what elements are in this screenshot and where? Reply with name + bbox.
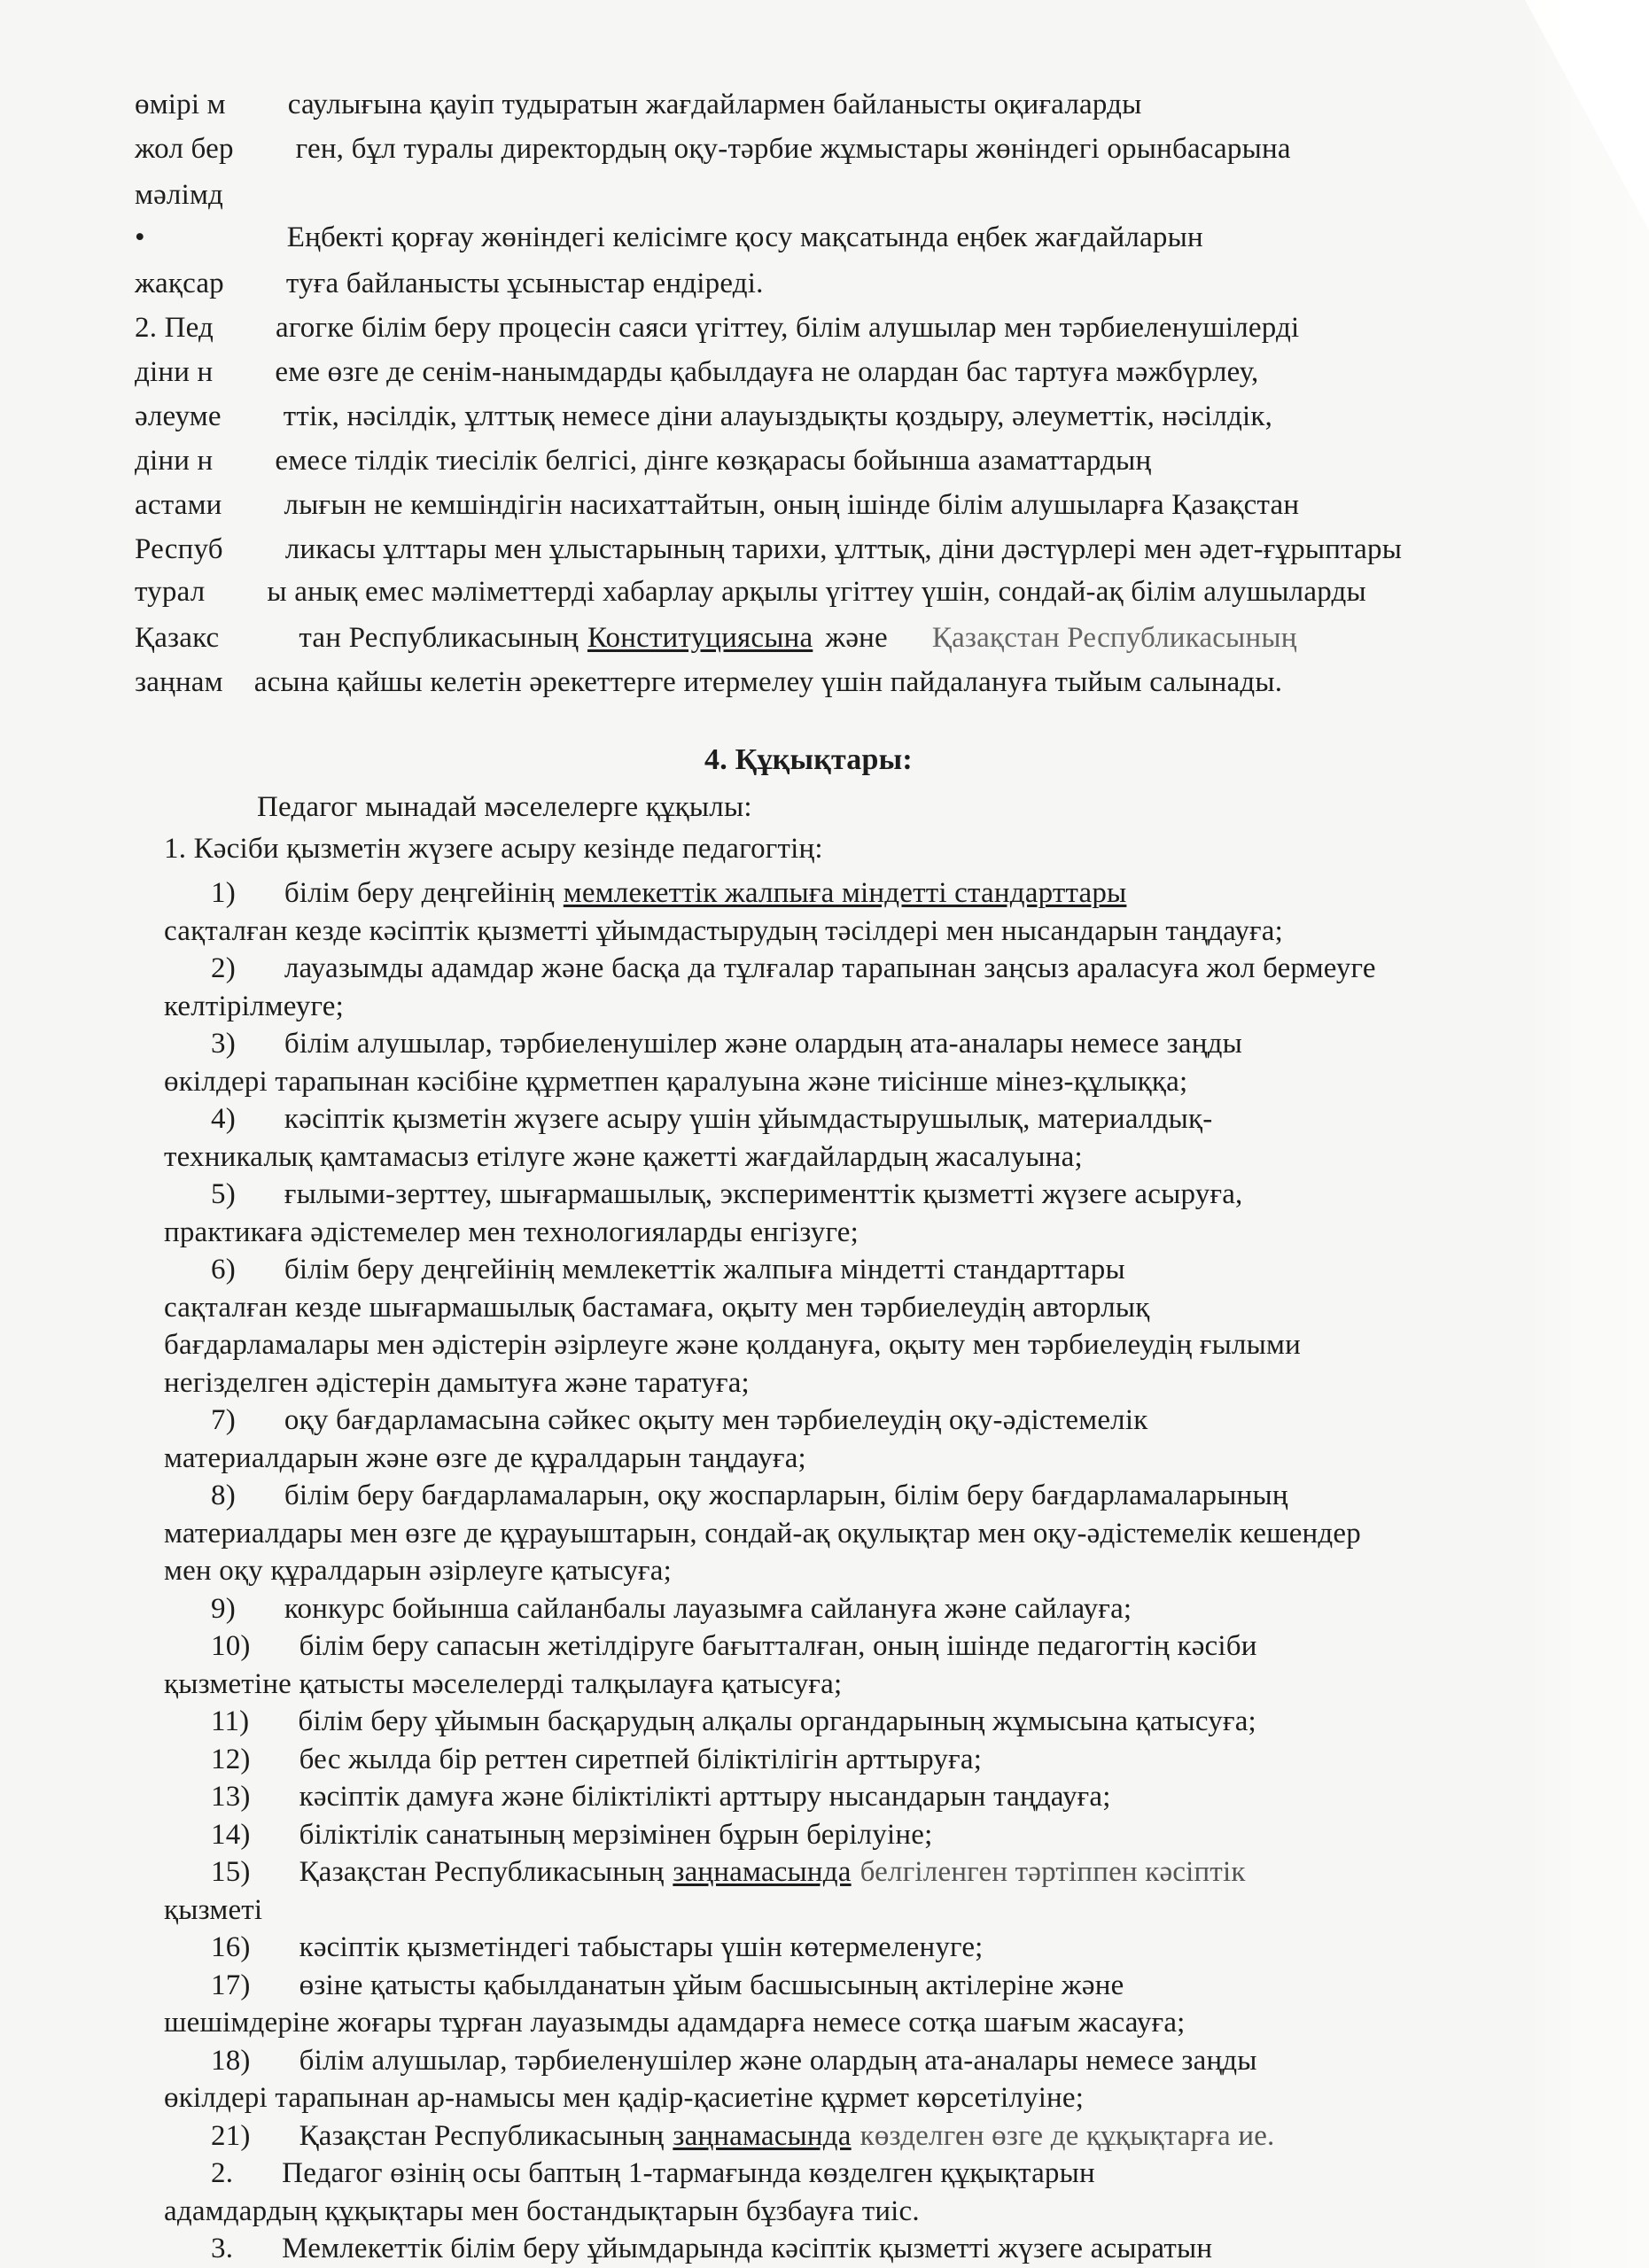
list-item [211,1931,984,1963]
text-line [135,489,1299,521]
list-item [211,1744,982,1775]
list-item [164,1668,842,1700]
item-number: 10) [211,1630,251,1662]
item-number: 21) [211,2119,251,2152]
item-text: материалдарын және өзге де құралдарын таңдауға; [164,1441,806,1474]
line-text: туға байланысты ұсыныстар ендіреді. [285,268,764,299]
item-text: өкілдері тарапынан ар-намысы мен қадір-қасиетіне құрмет көрсетілуіне; [164,2082,1085,2114]
item-text: ғылыми-зерттеу, шығармашылық, эксперименттік қызметті жүзеге асыруға, [284,1178,1243,1210]
list-item [211,877,1126,909]
list-item [211,2120,1275,2152]
list-item [164,1442,806,1474]
list-item [211,1781,1111,1813]
item-number: 12) [211,1743,251,1775]
item-text: бағдарламалары мен әдістерін әзірлеуге және қолдануға, оқыту мен тәрбиелеудің ғылыми [164,1329,1301,1361]
list-item [164,1292,1150,1324]
line-text: емесе тілдік тиесілік белгісі, дінге көзқарасы бойынша азаматтардың [275,445,1152,477]
text-line [135,533,1402,565]
item-number: 4) [211,1103,236,1135]
text-line [135,268,764,299]
line-text: ликасы ұлттары мен ұлыстарының тарихи, ұлттық, діни дәстүрлері мен әдет-ғұрыптары [284,533,1403,565]
text-line [135,179,223,211]
item-number: 2) [211,952,236,984]
line-text: саулығына қауіп тудыратын жағдайлармен байланысты оқиғаларды [287,89,1142,120]
item-number: 7) [211,1404,236,1436]
line-text: агогке білім беру процесін саяси үгіттеу, білім алушылар мен тәрбиеленушілерді [276,312,1300,344]
list-item [164,990,344,1022]
item-number: 18) [211,2044,251,2077]
item-text: білім беру бағдарламаларын, оқу жоспарларын, білім беру бағдарламаларының [284,1480,1288,1511]
line-start: турал [135,576,206,608]
list-item [164,1216,859,1248]
line-start: 2. Пед [135,312,214,344]
item-number: 17) [211,1969,251,2001]
item-text: кәсіптік қызметін жүзеге асыру үшін ұйымдастырушылық, материалдық- [284,1103,1213,1135]
item-text: Мемлекеттік білім беру ұйымдарында кәсіптік қызметті жүзеге асыратын [282,2233,1213,2264]
line-start: заңнам [135,666,223,698]
item-number: 1) [211,877,236,909]
list-item [211,1856,1246,1888]
item-number: 13) [211,1781,251,1813]
law-link[interactable]: заңнамасында [673,1856,852,1888]
item-number: 14) [211,1818,251,1851]
list-item [211,1969,1124,2001]
item-number: 2. [211,2157,234,2189]
page-corner [1525,0,1649,230]
law-link[interactable]: заңнамасында [673,2119,852,2152]
item-number: 8) [211,1480,236,1511]
text-line [135,576,1366,608]
bullet-mark: • [135,221,145,253]
item-text: кәсіптік қызметіндегі табыстары үшін көтермеленуге; [299,1931,984,1963]
list-item [211,2233,1212,2264]
text-line [135,445,1151,477]
clause-1: 1. Кәсіби қызметін жүзеге асыру кезінде педагогтің: [164,833,823,865]
item-text-end: белгіленген тәртіппен кәсіптік [860,1856,1246,1888]
list-item [211,1178,1243,1210]
line-text: лығын не кемшіндігін насихаттайтын, оның ішінде білім алушыларға Қазақстан [284,489,1300,521]
list-item [211,1593,1132,1625]
item-text: білім беру ұйымын басқарудың алқалы органдарының жұмысына қатысуға; [298,1705,1256,1737]
item-text: келтірілмеуге; [164,990,344,1022]
line-start: жол бер [135,133,234,165]
item-text: білім беру деңгейінің [284,877,555,909]
item-number: 16) [211,1931,251,1963]
list-item [211,2045,1257,2077]
item-text: мен оқу құралдарын әзірлеуге қатысуға; [164,1555,672,1587]
text-line [135,400,1272,432]
item-text: сақталған кезде кәсіптік қызметті ұйымдастырудың тәсілдері мен нысандарын таңдауға; [164,914,1283,947]
item-text-end: көзделген өзге де құқықтарға ие. [860,2119,1275,2152]
text-line [135,622,1297,654]
list-item [211,1705,1256,1737]
list-item [164,2007,1186,2039]
item-number: 3. [211,2233,234,2264]
item-text: кәсіптік дамуға және біліктілікті арттыру нысандарын таңдауға; [299,1781,1111,1813]
item-text: техникалық қамтамасыз етілуге және қажетті жағдайлардың жасалуына; [164,1140,1083,1173]
list-item [211,1404,1147,1436]
item-text: шешімдеріне жоғары тұрған лауазымды адамдарға немесе сотқа шағым жасауға; [164,2007,1186,2039]
item-number: 15) [211,1856,251,1888]
text-line [135,89,1141,120]
line-start: астами [135,489,222,521]
item-text: негізделген әдістерін дамытуға және таратуға; [164,1366,750,1399]
list-item [211,2157,1095,2189]
line-text: Еңбекті қорғау жөніндегі келісімге қосу мақсатында еңбек жағдайларын [286,221,1203,253]
line-text: тан Республикасының [299,622,579,654]
item-text: өзіне қатысты қабылданатын ұйым басшысының актілеріне және [299,1969,1124,2001]
list-item [164,1367,750,1399]
item-text: сақталған кезде шығармашылық бастамаға, оқыту мен тәрбиелеудің авторлық [164,1291,1150,1324]
item-text: Педагог өзінің осы баптың 1-тармағында көзделген құқықтарын [282,2157,1095,2189]
line-start: мәлімд [135,179,224,211]
list-item [164,2195,920,2227]
line-start: жақсар [135,268,224,299]
list-item [211,1480,1288,1511]
item-text: материалдары мен өзге де құрауыштарын, сондай-ақ оқулықтар мен оқу-әдістемелік кешендер [164,1517,1361,1550]
item-text: конкурс бойынша сайланбалы лауазымға сайлануға және сайлауға; [284,1592,1132,1625]
item-text: білім беру деңгейінің мемлекеттік жалпыға міндетті стандарттары [284,1254,1125,1285]
text-line [135,356,1259,388]
item-text: біліктілік санатының мерзімінен бұрын берілуіне; [299,1818,933,1851]
law-link[interactable]: Конституциясына [587,622,813,654]
list-item [211,1819,932,1851]
list-item [164,915,1283,947]
item-text: Қазақстан Республикасының [299,1856,665,1888]
item-text: практикаға әдістемелер мен технологияларды енгізуге; [164,1216,860,1248]
line-text: ген, бұл туралы директордың оқу-тәрбие жұмыстары жөніндегі орынбасарына [295,133,1291,165]
list-item [164,1066,1187,1098]
conjunction: және [825,622,888,654]
item-text: Қазақстан Республикасының [299,2119,665,2152]
rights-intro: Педагог мынадай мәселелерге құқылы: [257,791,752,823]
item-number: 6) [211,1254,236,1285]
item-number: 11) [211,1705,250,1737]
line-start: діни н [135,356,214,388]
item-number: 3) [211,1028,236,1060]
item-text: білім алушылар, тәрбиеленушілер және олардың ата-аналары немесе заңды [284,1028,1242,1060]
line-start: Қазакс [135,622,220,654]
item-text: қызметі [164,1893,263,1926]
line-text: еме өзге де сенім-нанымдарды қабылдауға не олардан бас тартуға мәжбүрлеу, [275,356,1259,388]
line-start: әлеуме [135,400,222,432]
line-text: ттік, нәсілдік, ұлттық немесе діни алауыздықты қоздыру, әлеуметтік, нәсілдік, [283,400,1273,432]
item-number: 9) [211,1592,236,1625]
item-text: бес жылда бір реттен сиретпей біліктілігін арттыруға; [299,1743,983,1775]
list-item [164,1329,1301,1361]
item-text: қызметіне қатысты мәселелерді талқылауға қатысуға; [164,1667,843,1700]
item-number: 5) [211,1178,236,1210]
list-item [164,1555,672,1587]
page-fold-shadow [1525,0,1649,2268]
item-text: лауазымды адамдар және басқа да тұлғалар тарапынан заңсыз араласуға жол бермеуге [284,952,1376,984]
list-item [211,1254,1125,1285]
list-item [164,1141,1083,1173]
text-line [135,221,1203,253]
list-item [164,2082,1084,2114]
section-heading: 4. Құқықтары: [704,743,913,776]
item-text: өкілдері тарапынан кәсібіне құрметпен қаралуына және тиісінше мінез-құлыққа; [164,1065,1188,1098]
line-text: асына қайшы келетін әрекеттерге итермелеу үшін пайдалануға тыйым салынады. [253,666,1283,698]
item-text: адамдардың құқықтары мен бостандықтарын бұзбауға тиіс. [164,2194,920,2227]
item-text: білім беру сапасын жетілдіруге бағытталған, оның ішінде педагогтің кәсіби [299,1630,1257,1662]
list-item [211,1630,1257,1662]
item-text: оқу бағдарламасына сәйкес оқыту мен тәрбиелеудің оқу-әдістемелік [284,1404,1148,1436]
line-text: ы анық емес мәліметтерді хабарлау арқылы үгіттеу үшін, сондай-ақ білім алушыларды [267,576,1366,608]
line-start: өмірі м [135,89,226,120]
line-start: діни н [135,445,214,477]
law-link[interactable]: мемлекеттік жалпыға міндетті стандарттары [563,877,1127,909]
line-start: Респуб [135,533,223,565]
list-item [211,1103,1212,1135]
list-item [164,1894,262,1926]
text-line [135,133,1291,165]
list-item [211,952,1376,984]
list-item [164,1518,1361,1550]
item-text: білім алушылар, тәрбиеленушілер және олардың ата-аналары немесе заңды [299,2044,1257,2077]
list-item [211,1028,1242,1060]
line-text-end: Қазақстан Республикасының [931,622,1297,654]
text-line [135,666,1282,698]
text-line [135,312,1299,344]
